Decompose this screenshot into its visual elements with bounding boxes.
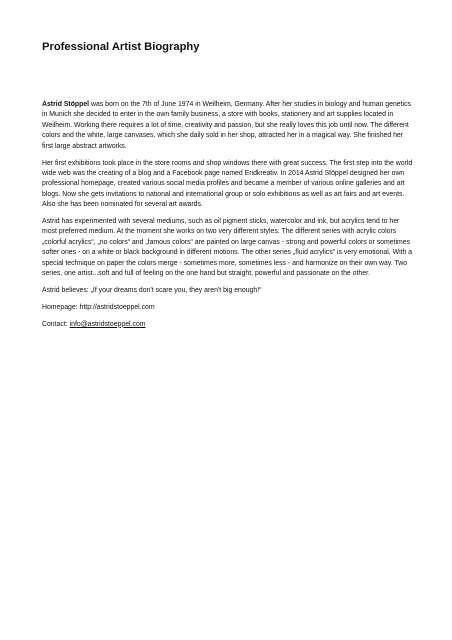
- paragraph-mediums: Astrid has experimented with several mediums, such as oil pigment sticks, watercolor and ink, but acrylics tend to her most preferred medium. At the moment she works on two very different styles. The different series with acrylic colors „colorful acrylics“, „no colors“ and „famous colors“ are painted on large canvas - strong and powerful colors or sometimes softer ones - on a white or black background in different motions. The other series „fluid acrylics“ is very emotional. With a special technique on paper the colors merge - sometimes more, sometimes less - and harmonize on their own way. Two series, one artist...soft and full of feeling on the one hand but straight, powerful and passionate on the other.: [42, 218, 413, 278]
- paragraph-intro-text: was born on the 7th of June 1974 in Weilheim, Germany. After her studies in biology and human genetics in Munich she decided to enter in the own family business, a store with books, stationery and art supplies located in Weilheim. Working there requires a lot of time, creativity and passion, but she really loves this job until now. The different colors and the white, large canvases, which she daily sold in her shop, attracted her in a magical way. She finished her first large abstract artworks.: [42, 101, 411, 150]
- contact-label: Contact:: [42, 320, 70, 328]
- artist-name: Astrid Stöppel: [42, 101, 90, 108]
- biography-body: [42, 100, 414, 337]
- paragraph-quote: Astrid believes: „If your dreams don't scare you, they aren't big enough!“: [42, 287, 262, 294]
- homepage-line: Homepage: http://astridstoeppel.com: [42, 303, 155, 311]
- contact-line: [42, 320, 414, 330]
- paragraph-intro: [42, 100, 414, 152]
- paragraph-exhibitions: Her first exhibitions took place in the store rooms and shop windows there with great success. The first step into the world wide web was the creating of a blog and a Facebook page named Endkreativ. In 2014 Astrid Stöppel designed her own professional homepage, created various social media profiles and became a member of various online galleries and art blogs. Now she gets invitations to national and international group or solo exhibitions as well as art fairs and art events. Also she has been nominated for several art awards.: [42, 159, 413, 209]
- page-title: Professional Artist Biography: [42, 41, 200, 53]
- contact-email-link[interactable]: info@astridstoeppel.com: [69, 320, 146, 328]
